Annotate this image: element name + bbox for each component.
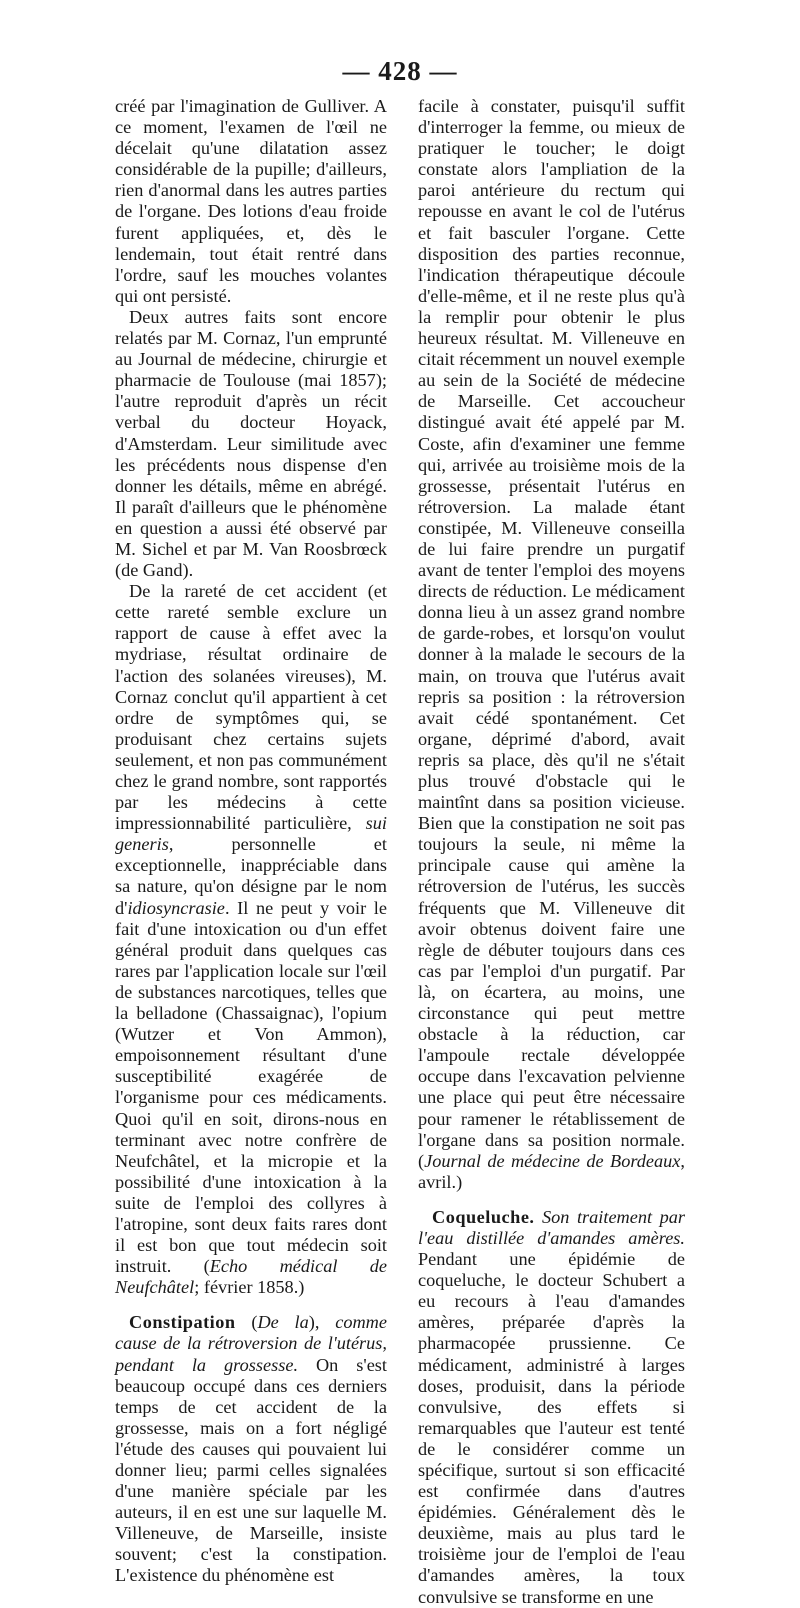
text-segment: ; février 1858.) [194,1277,305,1298]
page-number: — 428 — [342,56,458,86]
text-segment: On s'est beaucoup occupé dans ces derniers temps de cet accident de la grossesse, mais on a fort négligé l'étude des causes qui pouvaient lui donner lieu; parmi celles signalées d'une manière spéciale par les auteurs, il en est une sur laquelle M. Villeneuve, de Marseille, insiste souvent; c'est la constipation. L'existence du phénomène est [115,1354,387,1586]
paragraph-cornaz-facts: Deux autres faits sont encore relatés par M. Cornaz, l'un emprunté au Journal de médecine, chirurgie et pharmacie de Toulouse (mai 1857); l'autre reproduit d'après un récit verbal du docteur Hoyack, d'Amsterdam. Leur similitude avec les précédents nous dispense d'en donner les détails, même en abrégé. Il paraît d'ailleurs que le phénomène en question a aussi été observé par M. Sichel et par M. Van Roosbrœck (de Gand). [115,306,387,581]
text-segment: facile à constater, puisqu'il suffit d'interroger la femme, ou mieux de pratiquer le toucher; le doigt constate alors l'ampliation de la paroi antérieure du rectum qui repousse en avant le col de l'utérus et fait basculer l'organe. Cette disposition des parties reconnue, l'indication thérapeutique découle d'elle-même, et il ne reste plus qu'à la remplir pour obtenir le plus heureux résultat. M. Villeneuve en citait récemment un nouvel exemple au sein de la Société de médecine de Marseille. Cet accoucheur distingué avait été appelé par M. Coste, afin d'examiner une femme qui, arrivée au troisième mois de la grossesse, présentait l'utérus en rétroversion. La malade étant constipée, M. Villeneuve conseilla de lui faire prendre un purgatif avant de tenter l'emploi des moyens directs de réduction. Le médicament donna lieu à un assez grand nombre de garde-robes, et lorsqu'on voulut donner à la malade le secours de la main, on trouva que l'utérus avait repris sa position : la rétroversion avait cédé spontanément. Cet organe, déprimé d'abord, avait repris sa place, dès qu'il ne s'était plus trouvé d'obstacle qui le maintînt dans sa position vicieuse. Bien que la constipation ne soit pas toujours la seule, ni même la principale cause qui amène la rétroversion de l'utérus, les succès fréquents que M. Villeneuve dit avoir obtenus doivent faire une règle de débuter toujours dans ces cas par l'emploi d'un purgatif. Par là, on écartera, au moins, une circonstance qui peut mettre obstacle à la réduction, car l'ampoule rectale développée occupe dans l'excavation pelvienne une place qui peut être nécessaire pour ramener le rétablissement de l'organe dans sa position normale. ( [418,96,685,1171]
text-segment: , personnelle et exceptionnelle, inappréciable dans sa nature, qu'on désigne par le nom d' [115,834,387,918]
right-column [418,96,685,1608]
italic-term: idiosyncrasie [127,897,225,918]
paragraph-gulliver: créé par l'imagination de Gulliver. A ce moment, l'examen de l'œil ne décelait qu'une dilatation assez considérable de la pupille; d'ailleurs, rien d'anormal dans les autres parties de l'organe. Des lotions d'eau froide furent appliquées, et, dès le lendemain, tout était rentré dans l'ordre, sauf les mouches volantes qui ont persisté. [115,96,387,306]
article-subtitle: comme cause de la rétroversion de l'utérus, pendant la grossesse. [115,1312,387,1375]
text-segment: ( [235,1312,258,1333]
italic-term: De la [257,1312,309,1333]
text-segment: ), [308,1312,336,1333]
text-segment: Pendant une épidémie de coqueluche, le docteur Schubert a eu recours à l'eau d'amandes amères, préparée d'après la pharmacopée prussienne. Ce médicament, administré à larges doses, produisit, dans la période convulsive, des effets si remarquables que l'auteur est tenté de le considérer comme un spécifique, surtout si son efficacité est confirmée dans d'autres épidémies. Généralement dès le deuxième, mais au plus tard le troisième jour de l'emploi de l'eau d'amandes amères, la toux convulsive se transforme en une [418,1249,685,1607]
article-title: Constipation [129,1312,236,1333]
article-constipation [115,1312,387,1586]
article-subtitle: Son traitement par l'eau distillée d'amandes amères. [418,1206,685,1248]
article-title: Coqueluche. [432,1206,535,1227]
italic-term: sui generis [115,813,387,855]
text-segment: , avril.) [418,1150,685,1192]
source-citation: Echo médical de Neufchâtel [115,1256,388,1298]
text-segment: . Il ne peut y voir le fait d'une intoxication ou d'un effet général produit dans quelques cas rares par l'application locale sur l'œil de substances narcotiques, telles que la belladone (Chassaignac), l'opium (Wutzer et Von Ammon), empoisonnement résultant d'une susceptibilité exagérée de l'organisme pour ces médicaments. Quoi qu'il en soit, dirons-nous en terminant avec notre confrère de Neufchâtel, et la micropie et la possibilité d'une intoxication à la suite de l'emploi des collyres à l'atropine, sont deux faits rares dont il est bon que tout médecin soit instruit. ( [115,897,387,1277]
text-segment: De la rareté de cet accident (et cette rareté semble exclure un rapport de cause à effet avec la mydriase, résultat ordinaire de l'action des solanées vireuses), M. Cornaz conclut qu'il appartient à cet ordre de symptômes qui, se produisant chez certains sujets seulement, et non pas communément chez le grand nombre, sont rapportés par les médecins à cette impressionnabilité particulière, [115,581,387,834]
paragraph-retroversion-case [418,96,685,1193]
source-citation: Journal de médecine de Bordeaux [424,1150,681,1171]
article-coqueluche [418,1207,685,1608]
left-column [115,96,387,1587]
paragraph-idiosyncrasy [115,581,387,1298]
